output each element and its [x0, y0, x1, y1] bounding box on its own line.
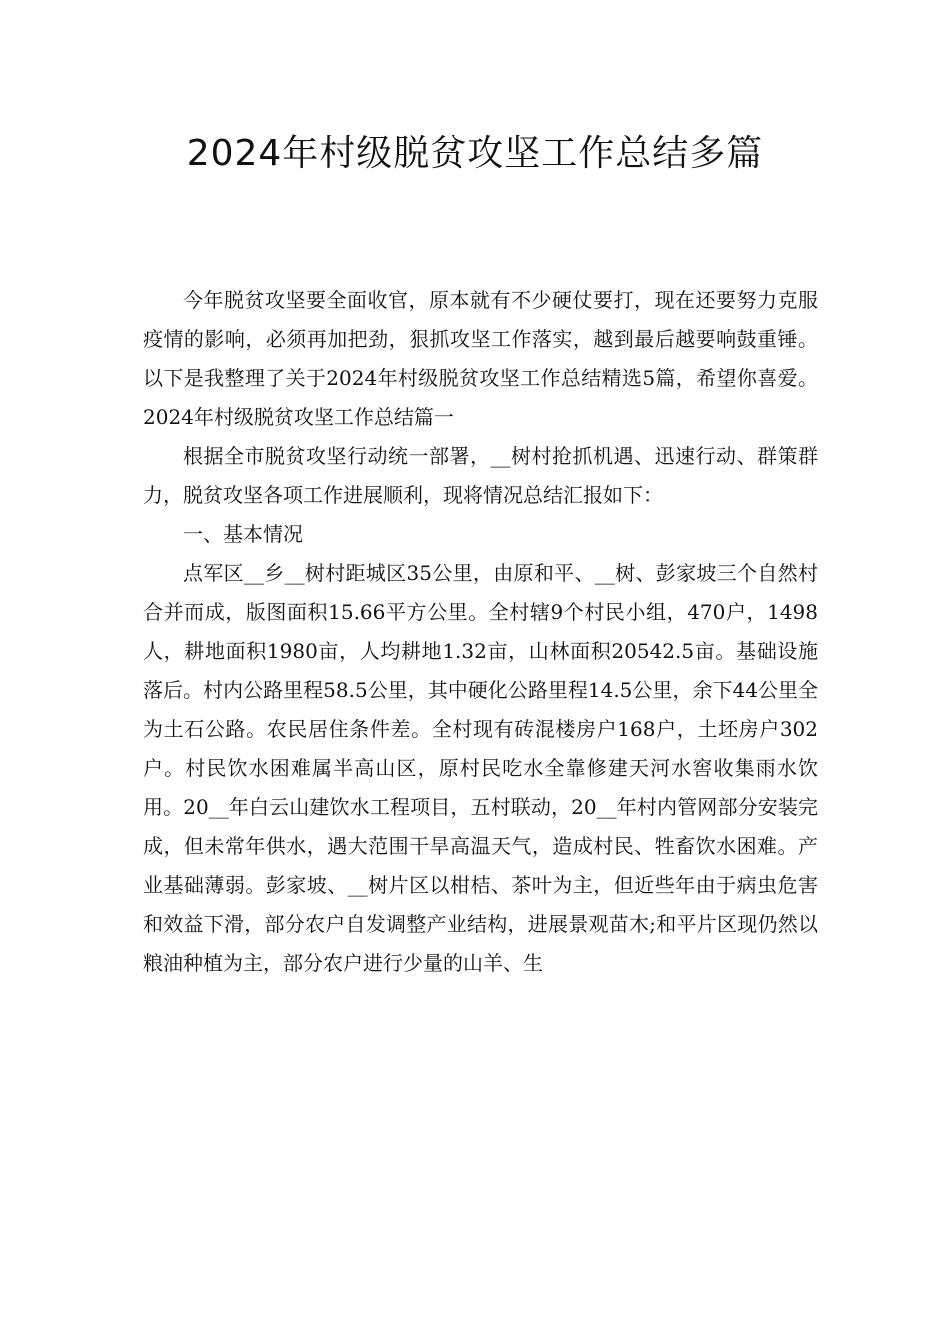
overview-paragraph: 根据全市脱贫攻坚行动统一部署，__树村抢抓机遇、迅速行动、群策群力，脱贫攻坚各项工作进展顺利，现将情况总结汇报如下： [143, 444, 818, 507]
section-heading: 一、基本情况 [183, 522, 303, 546]
document-title: 2024年村级脱贫攻坚工作总结多篇 [186, 133, 764, 174]
document-body [143, 281, 818, 983]
basic-situation-paragraph: 点军区__乡__树村距城区35公里，由原和平、__树、彭家坡三个自然村合并而成，版图面积15.66平方公里。全村辖9个村民小组，470户，1498人，耕地面积1980亩，人均耕地1.32亩，山林面积20542.5亩。基础设施落后。村内公路里程58.5公里，其中硬化公路里程14.5公里，余下44公里全为土石公路。农民居住条件差。全村现有砖混楼房户168户，土坯房户302户。村民饮水困难属半高山区，原村民吃水全靠修建天河水窖收集雨水饮用。20__年白云山建饮水工程项目，五村联动，20__年村内管网部分安装完成，但未常年供水，遇大范围干旱高温天气，造成村民、牲畜饮水困难。产业基础薄弱。彭家坡、__树片区以柑桔、茶叶为主，但近些年由于病虫危害和效益下滑，部分农户自发调整产业结构，进展景观苗木;和平片区现仍然以粮油种植为主，部分农户进行少量的山羊、生 [143, 561, 818, 975]
intro-paragraph: 今年脱贫攻坚要全面收官，原本就有不少硬仗要打，现在还要努力克服疫情的影响，必须再加把劲，狠抓攻坚工作落实，越到最后越要响鼓重锤。以下是我整理了关于2024年村级脱贫攻坚工作总结精选5篇，希望你喜爱。 2024年村级脱贫攻坚工作总结篇一 [143, 288, 818, 429]
